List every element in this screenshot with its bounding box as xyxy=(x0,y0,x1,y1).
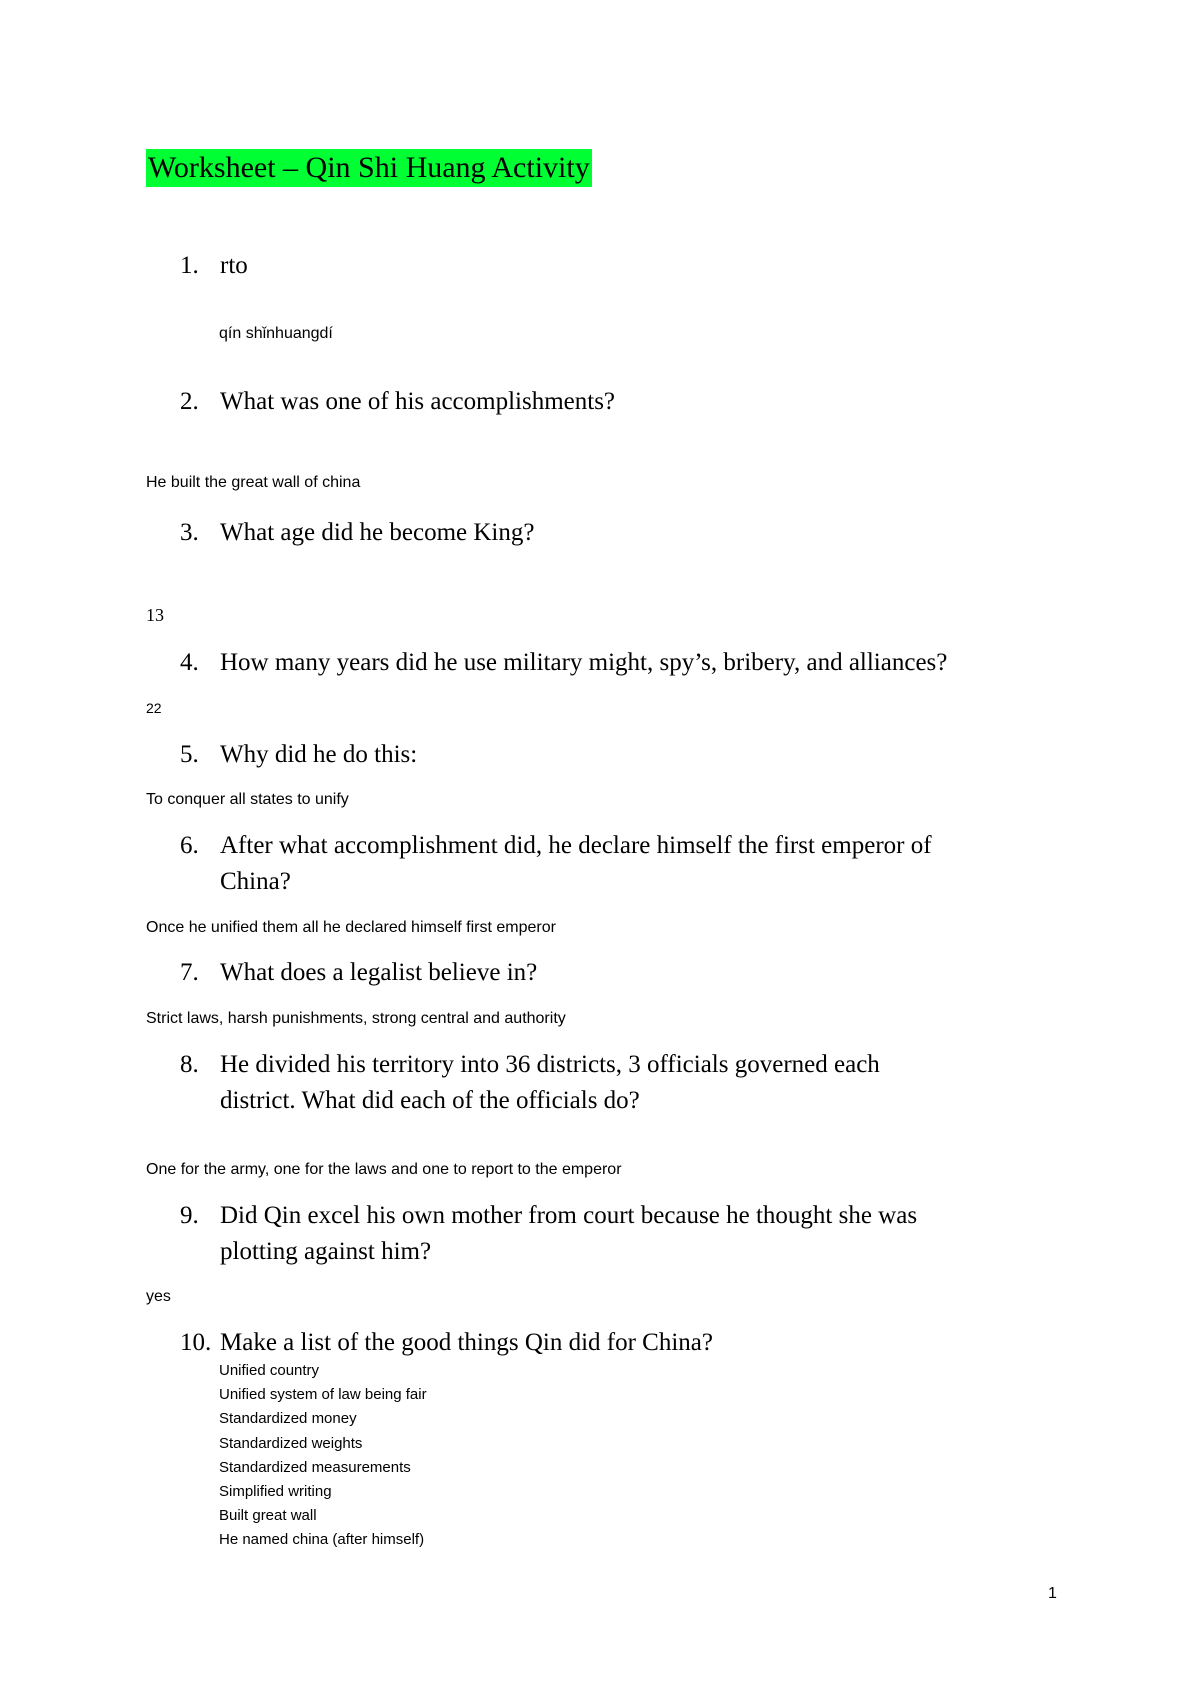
list-item: Standardized measurements xyxy=(219,1458,411,1476)
question-10 xyxy=(180,1325,713,1361)
question-number: 1. xyxy=(180,252,199,279)
question-text: Why did he do this: xyxy=(220,741,418,768)
list-item: Built great wall xyxy=(219,1507,317,1525)
question-number: 7. xyxy=(180,959,199,986)
answer-4: 22 xyxy=(146,700,162,716)
question-2 xyxy=(180,384,615,420)
question-number: 8. xyxy=(180,1051,199,1078)
question-number: 4. xyxy=(180,649,199,676)
question-text-line1: After what accomplishment did, he declare himself the first emperor of xyxy=(220,832,932,859)
answer-7: Strict laws, harsh punishments, strong central and authority xyxy=(146,1010,566,1027)
list-item: Unified system of law being fair xyxy=(219,1386,427,1404)
list-item: Unified country xyxy=(219,1362,320,1379)
answer-3: 13 xyxy=(146,605,164,625)
question-7 xyxy=(180,955,537,991)
worksheet-title: Worksheet – Qin Shi Huang Activity xyxy=(146,149,592,187)
list-item: Simplified writing xyxy=(219,1483,332,1501)
question-text: What does a legalist believe in? xyxy=(220,959,538,986)
question-number: 6. xyxy=(180,832,199,859)
question-number: 2. xyxy=(180,388,199,415)
question-number: 3. xyxy=(180,519,199,546)
list-item: He named china (after himself) xyxy=(219,1531,425,1549)
answer-8: One for the army, one for the laws and one to report to the emperor xyxy=(146,1161,622,1178)
question-text: What age did he become King? xyxy=(220,519,535,546)
question-4 xyxy=(180,645,947,681)
question-text: What was one of his accomplishments? xyxy=(220,388,616,415)
question-1 xyxy=(180,248,248,284)
answer-2: He built the great wall of china xyxy=(146,474,361,491)
question-number: 9. xyxy=(180,1202,199,1229)
question-text-line2: China? xyxy=(220,868,291,895)
question-6 xyxy=(180,828,932,900)
answer-6: Once he unified them all he declared himself first emperor xyxy=(146,919,556,936)
list-item: Standardized weights xyxy=(219,1434,363,1452)
answer-5: To conquer all states to unify xyxy=(146,791,349,808)
question-number: 5. xyxy=(180,741,199,768)
good-things-list xyxy=(219,1359,427,1553)
question-8 xyxy=(180,1047,880,1119)
question-5 xyxy=(180,737,417,773)
question-9 xyxy=(180,1198,917,1270)
question-text-line1: Did Qin excel his own mother from court because he thought she was xyxy=(220,1202,918,1229)
question-text: Make a list of the good things Qin did for China? xyxy=(220,1329,713,1356)
question-text-line2: plotting against him? xyxy=(220,1238,432,1265)
question-3 xyxy=(180,515,534,551)
answer-9: yes xyxy=(146,1288,171,1305)
question-text: rto xyxy=(220,252,248,279)
page-number: 1 xyxy=(1048,1585,1057,1602)
list-item: Standardized money xyxy=(219,1410,357,1428)
question-text: How many years did he use military might, spy’s, bribery, and alliances? xyxy=(220,649,948,676)
question-text-line2: district. What did each of the officials do? xyxy=(220,1087,640,1114)
question-number: 10. xyxy=(180,1329,212,1356)
answer-1: qín shǐnhuangdí xyxy=(219,325,333,342)
question-text-line1: He divided his territory into 36 districts, 3 officials governed each xyxy=(220,1051,880,1078)
